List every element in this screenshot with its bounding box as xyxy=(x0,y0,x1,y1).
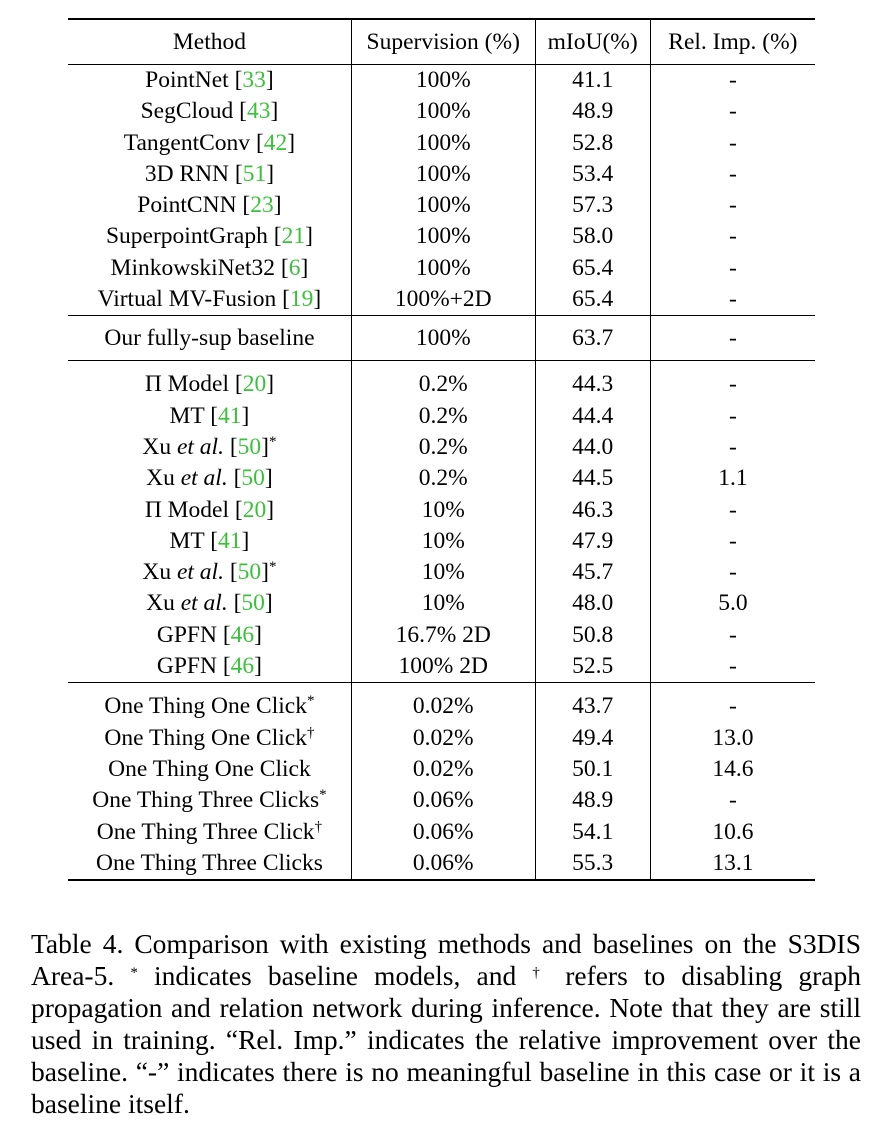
cell-miou: 47.9 xyxy=(535,526,650,557)
cell-miou: 44.5 xyxy=(535,463,650,494)
cell-rel-imp: - xyxy=(728,286,737,313)
cell-rel-imp: - xyxy=(728,98,737,125)
cell-method: 3D RNN [51] xyxy=(68,159,351,190)
cell-supervision: 0.06% xyxy=(351,848,535,880)
method-name: Virtual MV-Fusion xyxy=(97,286,277,313)
cell-rel-imp: - xyxy=(728,433,737,460)
cell-rel-imp: - xyxy=(728,787,737,814)
cell-method: TangentConv [42] xyxy=(68,128,351,159)
cell-rel-imp: 5.0 xyxy=(718,590,748,617)
footnote-mark: † xyxy=(306,724,315,741)
cell-supervision: 10% xyxy=(351,557,535,588)
table-row xyxy=(68,463,815,494)
citation-link[interactable]: 20 xyxy=(242,371,267,398)
table-row xyxy=(68,651,815,683)
method-name: GPFN xyxy=(156,653,217,680)
cell-rel-imp: - xyxy=(728,559,737,586)
citation-link[interactable]: 51 xyxy=(242,160,267,187)
cell-miou: 53.4 xyxy=(535,159,650,190)
table-row xyxy=(68,316,815,361)
cell-method: PointCNN [23] xyxy=(68,190,351,221)
citation-link[interactable]: 50 xyxy=(237,559,262,586)
cell-method xyxy=(68,754,351,785)
citation-link[interactable]: 42 xyxy=(263,129,288,156)
caption-dagger: † xyxy=(532,964,550,981)
cell-rel-imp: - xyxy=(650,683,815,723)
cell-method: GPFN [46] xyxy=(68,620,351,651)
cell-method: Xu et al. [50]* xyxy=(68,432,351,463)
cell-supervision: 100% xyxy=(351,65,535,97)
cell-miou: 58.0 xyxy=(535,221,650,252)
citation-link[interactable]: 21 xyxy=(281,223,306,250)
table-row xyxy=(68,557,815,588)
caption-text-3: refers to disabling graph propagation and relation network during inference. Note that they are still used in training. “Rel. Imp.” indicates the relative improvement over the baseline. “-” indicates there is no meaningful baseline in this case or it is a baseline itself. xyxy=(31,959,861,1119)
cell-method xyxy=(68,785,351,816)
table-row xyxy=(68,284,815,316)
table-row xyxy=(68,190,815,221)
cell-rel-imp: - xyxy=(728,223,737,250)
cell-miou: 45.7 xyxy=(535,557,650,588)
cell-miou: 48.9 xyxy=(535,785,650,816)
cell-method xyxy=(68,817,351,848)
cell-supervision: 10% xyxy=(351,588,535,619)
cell-method: Xu et al. [50] xyxy=(68,463,351,494)
table-row xyxy=(68,683,815,723)
cell-method xyxy=(68,848,351,880)
table-row xyxy=(68,432,815,463)
table-row xyxy=(68,159,815,190)
table-row xyxy=(68,253,815,284)
cell-rel-imp: 13.1 xyxy=(712,849,754,876)
method-name: Xu et al. xyxy=(142,559,224,586)
method-name: SegCloud xyxy=(140,98,234,125)
table-row xyxy=(68,65,815,97)
method-name: One Thing Three Click xyxy=(96,818,315,845)
cell-miou: 44.4 xyxy=(535,401,650,432)
citation-link[interactable]: 41 xyxy=(218,402,242,429)
table-row xyxy=(68,817,815,848)
cell-method xyxy=(68,683,351,723)
method-name: PointCNN xyxy=(137,192,237,219)
cell-supervision: 100% xyxy=(351,96,535,127)
table-row xyxy=(68,96,815,127)
cell-miou: 49.4 xyxy=(535,723,650,754)
table-row xyxy=(68,588,815,619)
cell-rel-imp: - xyxy=(728,67,737,93)
cell-supervision: 100% xyxy=(351,221,535,252)
method-name: 3D RNN xyxy=(144,160,230,187)
method-name: One Thing One Click xyxy=(104,724,307,751)
cell-rel-imp: - xyxy=(728,254,737,281)
method-name: One Thing One Click xyxy=(108,755,311,782)
cell-rel-imp: 14.6 xyxy=(712,755,754,782)
cell-supervision: 100% xyxy=(351,190,535,221)
cell-rel-imp: - xyxy=(728,653,737,680)
cell-miou: 63.7 xyxy=(535,316,650,361)
method-name: One Thing Three Clicks xyxy=(92,787,320,814)
footnote-mark: * xyxy=(269,433,277,450)
cell-method xyxy=(68,316,351,361)
caption-text-2: indicates baseline models, and xyxy=(137,959,533,991)
header-method: Method xyxy=(68,19,351,65)
cell-miou: 48.0 xyxy=(535,588,650,619)
cell-supervision: 0.2% xyxy=(351,401,535,432)
cell-method: GPFN [46] xyxy=(68,651,351,683)
cell-method: MT [41] xyxy=(68,401,351,432)
method-name: Our fully-sup baseline xyxy=(104,325,315,352)
citation-link[interactable]: 19 xyxy=(289,286,314,313)
method-name: One Thing Three Clicks xyxy=(95,849,323,876)
cell-miou: 44.0 xyxy=(535,432,650,463)
cell-miou: 44.3 xyxy=(535,361,650,401)
cell-rel-imp: - xyxy=(650,361,815,401)
cell-supervision: 100%+2D xyxy=(351,284,535,316)
citation-link[interactable]: 50 xyxy=(241,590,265,617)
cell-supervision: 0.2% xyxy=(351,432,535,463)
cell-method: SuperpointGraph [21] xyxy=(68,221,351,252)
method-name: PointNet xyxy=(145,67,229,93)
table-row xyxy=(68,848,815,880)
citation-link[interactable]: 46 xyxy=(230,653,255,680)
cell-method: Virtual MV-Fusion [19] xyxy=(68,284,351,316)
cell-supervision: 0.02% xyxy=(351,723,535,754)
citation-link[interactable]: 20 xyxy=(242,496,267,523)
cell-supervision: 0.2% xyxy=(351,463,535,494)
method-name: Π Model xyxy=(144,371,230,398)
cell-supervision: 0.02% xyxy=(351,683,535,723)
method-name: SuperpointGraph xyxy=(105,223,268,250)
cell-method: PointNet [33] xyxy=(68,65,351,97)
cell-supervision: 100% xyxy=(351,316,535,361)
cell-miou: 65.4 xyxy=(535,284,650,316)
cell-supervision: 10% xyxy=(351,526,535,557)
cell-rel-imp: - xyxy=(728,621,737,648)
cell-miou: 50.8 xyxy=(535,620,650,651)
footnote-mark: * xyxy=(269,559,277,576)
header-row xyxy=(68,19,815,65)
citation-link[interactable]: 43 xyxy=(246,98,271,125)
cell-rel-imp: 13.0 xyxy=(712,724,754,751)
cell-method: SegCloud [43] xyxy=(68,96,351,127)
cell-rel-imp: - xyxy=(728,527,737,554)
method-name: Π Model xyxy=(144,496,230,523)
cell-method: Xu et al. [50]* xyxy=(68,557,351,588)
method-name: One Thing One Click xyxy=(104,693,307,720)
cell-supervision: 100% xyxy=(351,159,535,190)
cell-method: Xu et al. [50] xyxy=(68,588,351,619)
cell-miou: 54.1 xyxy=(535,817,650,848)
cell-supervision: 16.7% 2D xyxy=(351,620,535,651)
table-caption xyxy=(31,928,861,1120)
table-row xyxy=(68,620,815,651)
cell-supervision: 0.06% xyxy=(351,785,535,816)
citation-link[interactable]: 50 xyxy=(241,465,265,492)
method-name: Xu et al. xyxy=(142,433,224,460)
cell-miou: 65.4 xyxy=(535,253,650,284)
cell-method: MinkowskiNet32 [6] xyxy=(68,253,351,284)
cell-rel-imp: - xyxy=(650,316,815,361)
header-rel-imp: Rel. Imp. (%) xyxy=(650,19,815,65)
method-name: Xu et al. xyxy=(146,465,228,492)
cell-method: MT [41] xyxy=(68,526,351,557)
method-name: MT xyxy=(169,402,205,429)
table-row xyxy=(68,401,815,432)
header-miou: mIoU(%) xyxy=(535,19,650,65)
cell-rel-imp: 1.1 xyxy=(718,465,748,492)
method-name: MT xyxy=(169,527,205,554)
cell-rel-imp: - xyxy=(728,129,737,156)
table-row xyxy=(68,754,815,785)
cell-supervision: 100% xyxy=(351,253,535,284)
cell-miou: 43.7 xyxy=(535,683,650,723)
citation-link[interactable]: 6 xyxy=(288,254,301,281)
cell-miou: 46.3 xyxy=(535,495,650,526)
citation-link[interactable]: 23 xyxy=(250,192,274,219)
header-supervision: Supervision (%) xyxy=(351,19,535,65)
table-row xyxy=(68,221,815,252)
cell-method xyxy=(68,723,351,754)
citation-link[interactable]: 50 xyxy=(237,433,262,460)
cell-miou: 41.1 xyxy=(535,65,650,97)
cell-miou: 52.5 xyxy=(535,651,650,683)
cell-miou: 55.3 xyxy=(535,848,650,880)
footnote-mark: * xyxy=(319,787,327,804)
table-row xyxy=(68,723,815,754)
cell-supervision: 0.2% xyxy=(351,361,535,401)
cell-supervision: 10% xyxy=(351,495,535,526)
cell-method: Π Model [20] xyxy=(68,361,351,401)
cell-rel-imp: - xyxy=(728,192,737,219)
method-name: MinkowskiNet32 xyxy=(110,254,276,281)
cell-rel-imp: 10.6 xyxy=(712,818,754,845)
citation-link[interactable]: 41 xyxy=(218,527,242,554)
table-row xyxy=(68,128,815,159)
results-table xyxy=(68,18,815,881)
method-name: TangentConv xyxy=(123,129,251,156)
footnote-mark: † xyxy=(314,818,323,835)
cell-supervision: 100% xyxy=(351,128,535,159)
cell-rel-imp: - xyxy=(728,160,737,187)
table-row xyxy=(68,785,815,816)
cell-miou: 48.9 xyxy=(535,96,650,127)
cell-supervision: 0.02% xyxy=(351,754,535,785)
cell-supervision: 0.06% xyxy=(351,817,535,848)
cell-rel-imp: - xyxy=(728,402,737,429)
table-row xyxy=(68,361,815,401)
cell-miou: 57.3 xyxy=(535,190,650,221)
method-name: Xu et al. xyxy=(146,590,228,617)
table-body xyxy=(68,65,815,881)
cell-miou: 50.1 xyxy=(535,754,650,785)
footnote-mark: * xyxy=(306,693,315,710)
cell-supervision: 100% 2D xyxy=(351,651,535,683)
cell-miou: 52.8 xyxy=(535,128,650,159)
table-row xyxy=(68,526,815,557)
caption-text-1: Table 4. Comparison with existing methods and baselines on the S3DIS Area-5. xyxy=(31,927,861,991)
cell-rel-imp: - xyxy=(728,496,737,523)
caption-asterisk: * xyxy=(130,964,138,981)
table-row xyxy=(68,495,815,526)
cell-method: Π Model [20] xyxy=(68,495,351,526)
citation-link[interactable]: 46 xyxy=(230,621,255,648)
method-name: GPFN xyxy=(156,621,217,648)
citation-link[interactable]: 33 xyxy=(242,67,266,93)
